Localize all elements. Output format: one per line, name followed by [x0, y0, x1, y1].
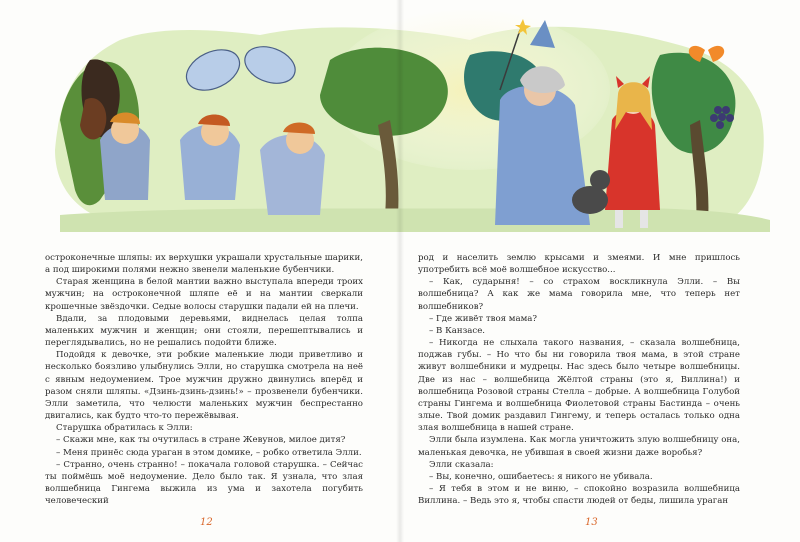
- paragraph: – В Канзасе.: [429, 325, 486, 336]
- book-gutter: [396, 0, 404, 542]
- paragraph: – Скажи мне, как ты очутилась в стране Жевунов, милое дитя?: [56, 435, 346, 446]
- paragraph: род и населить землю крысами и змеями. И мне пришлось употребить всё моё волшебное искусство...: [418, 253, 740, 276]
- paragraph: Старая женщина в белой мантии важно выступала впереди троих мужчин; на остроконечной шляпе её и на мантии сверкали крошечные звёздочки. Седые волосы старушки падали ей на плечи.: [45, 277, 363, 312]
- paragraph: – Меня принёс сюда ураган в этом домике, – робко ответила Элли.: [56, 447, 362, 458]
- paragraph: – Странно, очень странно! – покачала головой старушка. – Сейчас ты поймёшь моё недоумение. Дело было так. Я узнала, что злая волшебница Гингема выжила из ума и захотела погубить человеческий: [45, 459, 363, 507]
- right-page-text: [418, 252, 740, 507]
- paragraph: – Никогда не слыхала такого названия, – сказала волшебница, поджав губы. – Но что бы ни говорила твоя мама, в этой стране живут волшебники и мудрецы. Нас здесь было четыре волшебницы. Две из нас – волшебница Жёлтой страны (это я, Виллина!) и волшебница Розовой страны Стелла – добрые. А волшебница Голубой страны Гингема и волшебница Фиолетовой страны Бастинда – очень злые. Твой домик раздавил Гингему, и теперь осталась только одна злая волшебница в нашей стране.: [418, 338, 740, 434]
- page-number-right: 13: [585, 517, 598, 528]
- paragraph: – Как, сударыня! – со страхом воскликнула Элли. – Вы волшебница? А как же мама говорила мне, что теперь нет волшебников?: [418, 277, 740, 312]
- paragraph: Старушка обратилась к Элли:: [56, 423, 193, 434]
- paragraph: Подойдя к девочке, эти робкие маленькие люди приветливо и несколько боязливо улыбнулись Элли, но старушка смотрела на неё с явным недоумением. Трое мужчин дружно двинулись вперёд и разом сняли шляпы. «Дзинь-дзинь-дзинь!» – прозвенели бубенчики. Элли заметила, что челюсти маленьких мужчин беспрестанно двигались, как будто что-то пережёвывая.: [45, 350, 363, 422]
- paragraph: остроконечные шляпы: их верхушки украшали хрустальные шарики, а под широкими полями нежно звенели маленькие бубенчики.: [45, 253, 363, 276]
- paragraph: – Вы, конечно, ошибаетесь: я никого не убивала.: [429, 471, 653, 482]
- paragraph: – Я тебя в этом и не виню, – спокойно возразила волшебница Виллина. – Ведь это я, чтобы спасти людей от беды, лишила ураган: [418, 483, 740, 507]
- paragraph: Элли была изумлена. Как могла уничтожить злую волшебницу она, маленькая девочка, не убившая в своей жизни даже воробья?: [418, 435, 740, 458]
- left-page-text: [45, 252, 363, 507]
- paragraph: Вдали, за плодовыми деревьями, виднелась целая толпа маленьких мужчин и женщин; они стояли, перешептывались и переглядывались, но не решались подойти ближе.: [45, 313, 363, 349]
- paragraph: Элли сказала:: [429, 459, 494, 470]
- paragraph: – Где живёт твоя мама?: [429, 313, 538, 324]
- page-number-left: 12: [200, 517, 213, 528]
